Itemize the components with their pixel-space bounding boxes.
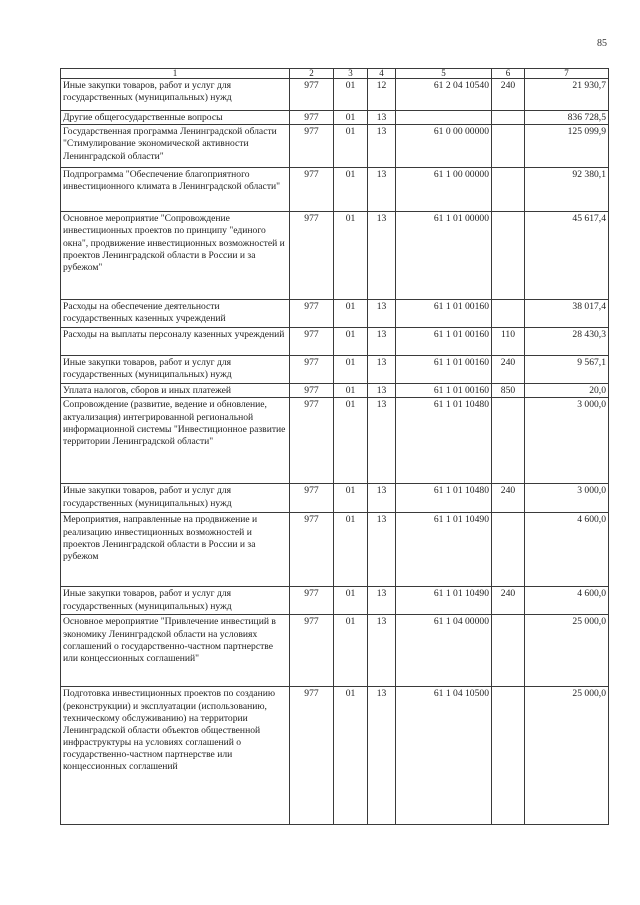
cell-subsection: 13 [368,384,396,398]
cell-expense-type: 240 [492,587,525,615]
cell-amount: 125 099,9 [525,125,609,168]
cell-subsection: 13 [368,398,396,484]
cell-target-article: 61 1 04 10500 [396,687,492,825]
cell-subsection: 13 [368,687,396,825]
table-row [61,212,609,300]
row-name: Иные закупки товаров, работ и услуг для государственных (муниципальных) нужд [61,484,290,513]
table-row [61,356,609,384]
cell-target-article: 61 1 01 00000 [396,212,492,300]
row-name: Расходы на обеспечение деятельности государственных казенных учреждений [61,300,290,328]
cell-admin-code: 977 [290,484,334,513]
cell-section: 01 [334,125,368,168]
cell-amount: 45 617,4 [525,212,609,300]
cell-admin-code: 977 [290,300,334,328]
table-row [61,79,609,111]
table-row [61,615,609,687]
cell-expense-type [492,168,525,212]
row-name: Государственная программа Ленинградской области "Стимулирование экономической активности Ленинградской области" [61,125,290,168]
cell-admin-code: 977 [290,356,334,384]
row-name: Иные закупки товаров, работ и услуг для государственных (муниципальных) нужд [61,587,290,615]
cell-subsection: 13 [368,212,396,300]
cell-amount: 3 000,0 [525,484,609,513]
row-name: Иные закупки товаров, работ и услуг для государственных (муниципальных) нужд [61,356,290,384]
column-header: 2 [290,69,334,79]
table-row [61,168,609,212]
cell-admin-code: 977 [290,212,334,300]
cell-subsection: 13 [368,484,396,513]
cell-subsection: 13 [368,300,396,328]
cell-amount: 38 017,4 [525,300,609,328]
cell-section: 01 [334,687,368,825]
cell-section: 01 [334,328,368,356]
cell-admin-code: 977 [290,513,334,587]
cell-target-article: 61 1 00 00000 [396,168,492,212]
cell-section: 01 [334,168,368,212]
cell-target-article: 61 0 00 00000 [396,125,492,168]
row-name: Основное мероприятие "Привлечение инвестиций в экономику Ленинградской области на условиях соглашений о государственно-частном партнерстве или концессионных соглашений" [61,615,290,687]
cell-amount: 21 930,7 [525,79,609,111]
cell-amount: 28 430,3 [525,328,609,356]
cell-subsection: 13 [368,513,396,587]
cell-expense-type: 110 [492,328,525,356]
cell-target-article: 61 1 01 00160 [396,356,492,384]
cell-subsection: 13 [368,125,396,168]
cell-admin-code: 977 [290,79,334,111]
cell-admin-code: 977 [290,111,334,125]
cell-amount: 836 728,5 [525,111,609,125]
table-row [61,513,609,587]
table-row [61,125,609,168]
cell-admin-code: 977 [290,168,334,212]
row-name: Уплата налогов, сборов и иных платежей [61,384,290,398]
cell-section: 01 [334,398,368,484]
cell-target-article [396,111,492,125]
column-number-row [61,69,609,79]
cell-expense-type [492,513,525,587]
cell-section: 01 [334,615,368,687]
cell-target-article: 61 1 01 00160 [396,384,492,398]
cell-subsection: 13 [368,168,396,212]
cell-expense-type [492,111,525,125]
cell-target-article: 61 1 01 00160 [396,300,492,328]
cell-section: 01 [334,484,368,513]
row-name: Расходы на выплаты персоналу казенных учреждений [61,328,290,356]
row-name: Основное мероприятие "Сопровождение инвестиционных проектов по принципу "единого окна", продвижение инвестиционных возможностей и проектов Ленинградской области в России и за рубежом" [61,212,290,300]
row-name: Подпрограмма "Обеспечение благоприятного инвестиционного климата в Ленинградской области" [61,168,290,212]
column-header: 1 [61,69,290,79]
table-row [61,328,609,356]
cell-section: 01 [334,384,368,398]
column-header: 3 [334,69,368,79]
cell-amount: 20,0 [525,384,609,398]
cell-subsection: 13 [368,111,396,125]
table-row [61,398,609,484]
cell-expense-type: 240 [492,356,525,384]
row-name: Подготовка инвестиционных проектов по созданию (реконструкции) и эксплуатации (использованию, техническому обслуживанию) на территории Ленинградской области объектов общественной инфраструктуры на условиях соглашений о государственно-частном партнерстве или концессионных соглашений [61,687,290,825]
cell-target-article: 61 1 01 10490 [396,513,492,587]
cell-section: 01 [334,79,368,111]
cell-section: 01 [334,587,368,615]
cell-amount: 4 600,0 [525,587,609,615]
cell-amount: 4 600,0 [525,513,609,587]
cell-expense-type [492,687,525,825]
cell-amount: 3 000,0 [525,398,609,484]
column-header: 5 [396,69,492,79]
table-row [61,484,609,513]
cell-expense-type [492,615,525,687]
cell-section: 01 [334,513,368,587]
cell-target-article: 61 1 01 00160 [396,328,492,356]
cell-admin-code: 977 [290,384,334,398]
cell-section: 01 [334,212,368,300]
cell-expense-type: 240 [492,79,525,111]
column-header: 6 [492,69,525,79]
cell-expense-type [492,398,525,484]
cell-target-article: 61 2 04 10540 [396,79,492,111]
cell-expense-type [492,300,525,328]
cell-expense-type: 850 [492,384,525,398]
row-name: Другие общегосударственные вопросы [61,111,290,125]
cell-subsection: 13 [368,615,396,687]
column-header: 4 [368,69,396,79]
cell-amount: 9 567,1 [525,356,609,384]
row-name: Сопровождение (развитие, ведение и обновление, актуализация) интегрированной региональной информационной системы "Инвестиционное развитие территории Ленинградской области" [61,398,290,484]
column-header: 7 [525,69,609,79]
page-number: 85 [597,38,607,49]
cell-target-article: 61 1 01 10480 [396,398,492,484]
cell-section: 01 [334,300,368,328]
cell-subsection: 13 [368,587,396,615]
cell-admin-code: 977 [290,587,334,615]
table-row [61,300,609,328]
table-row [61,587,609,615]
table-row [61,687,609,825]
cell-admin-code: 977 [290,687,334,825]
cell-amount: 92 380,1 [525,168,609,212]
cell-amount: 25 000,0 [525,615,609,687]
cell-subsection: 12 [368,79,396,111]
cell-expense-type [492,212,525,300]
cell-subsection: 13 [368,356,396,384]
cell-admin-code: 977 [290,328,334,356]
cell-amount: 25 000,0 [525,687,609,825]
cell-section: 01 [334,356,368,384]
cell-admin-code: 977 [290,615,334,687]
table-row [61,111,609,125]
row-name: Мероприятия, направленные на продвижение и реализацию инвестиционных возможностей и проектов Ленинградской области в России и за рубежом [61,513,290,587]
cell-expense-type [492,125,525,168]
cell-expense-type: 240 [492,484,525,513]
cell-subsection: 13 [368,328,396,356]
cell-admin-code: 977 [290,398,334,484]
cell-target-article: 61 1 01 10490 [396,587,492,615]
cell-target-article: 61 1 01 10480 [396,484,492,513]
table-row [61,384,609,398]
cell-section: 01 [334,111,368,125]
cell-target-article: 61 1 04 00000 [396,615,492,687]
budget-table [60,68,609,825]
row-name: Иные закупки товаров, работ и услуг для государственных (муниципальных) нужд [61,79,290,111]
cell-admin-code: 977 [290,125,334,168]
